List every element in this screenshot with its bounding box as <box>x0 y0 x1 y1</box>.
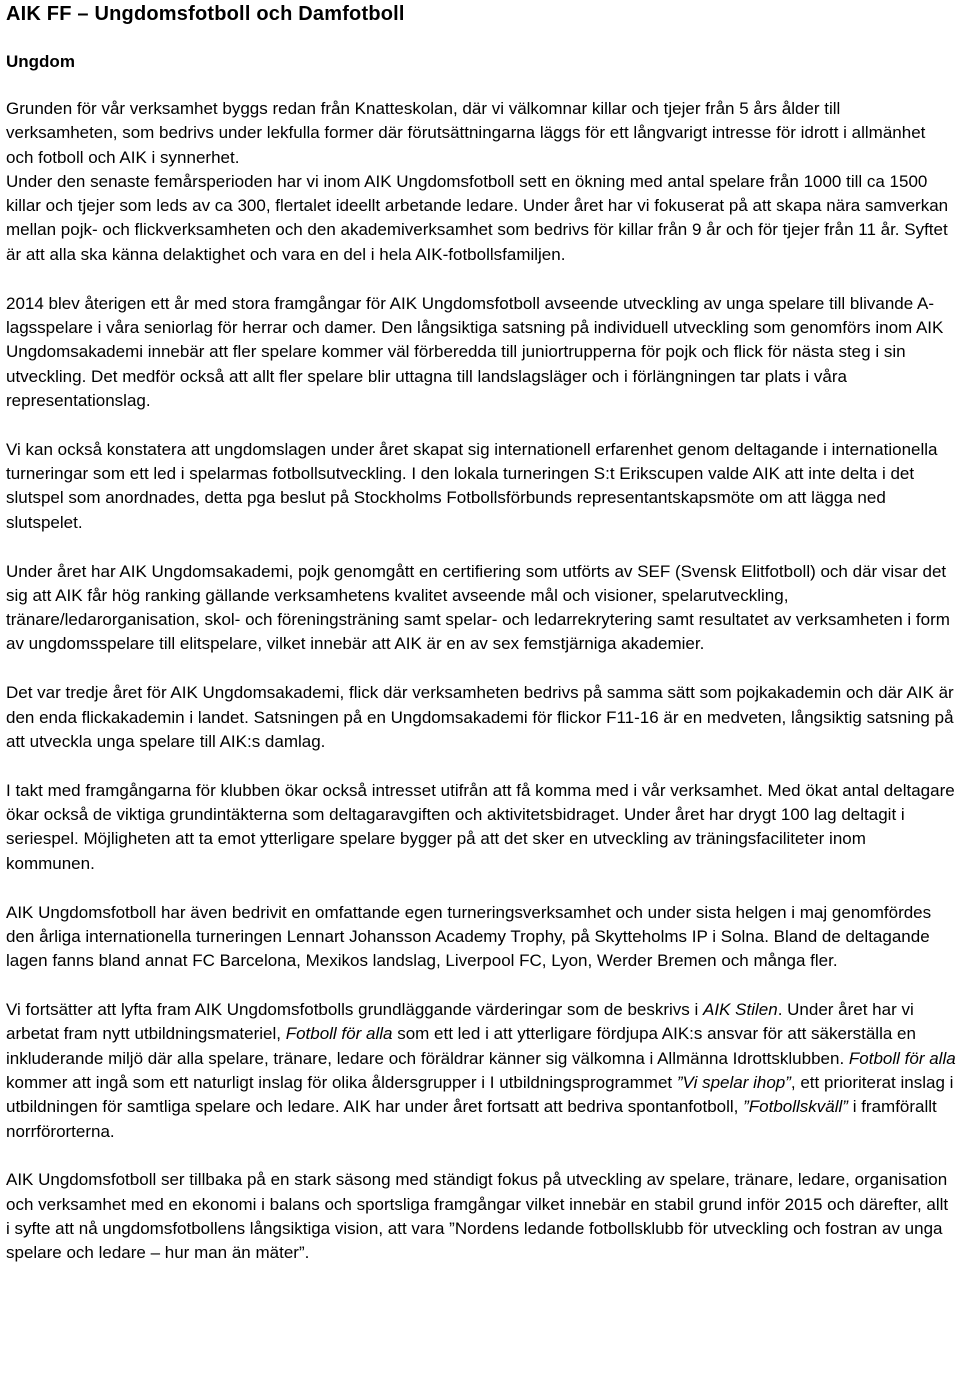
paragraph-3: Vi kan också konstatera att ungdomslagen under året skapat sig internationell erfarenhet genom deltagande i internationella turneringar som ett led i spelarmas fotbollsutveckling. I den lokala turneringen S:t Erikscupen valde AIK att inte delta i det slutspel som anordnades, detta pga beslut på Stockholms Fotbollsförbunds representantskapsmöte om att lägga ned slutspelet. <box>6 439 938 532</box>
section-heading: Ungdom <box>6 52 75 71</box>
paragraph-2: 2014 blev återigen ett år med stora framgångar för AIK Ungdomsfotboll avseende utveckling av unga spelare till blivande A-lagsspelare i våra seniorlag för herrar och damer. Den långsiktiga satsning på individuell utveckling som genomförs inom AIK Ungdomsakademi innebär att fler spelare kommer väl förberedda till juniortrupperna för pojk och flick för nästa steg i sin utveckling. Det medför också att allt fler spelare blir uttagna till landslagsläger och i förlängningen tar plats i våra representationslag. <box>6 293 944 410</box>
fotboll-for-alla-emphasis: Fotboll för alla <box>285 1024 393 1044</box>
paragraph-5: Det var tredje året för AIK Ungdomsakademi, flick där verksamheten bedrivs på samma sätt som pojkakademin och där AIK är den enda flickakademin i landet. Satsningen på en Ungdomsakademi för flickor F11-16 är en medveten, långsiktig satsning på att utveckla unga spelare till AIK:s damlag. <box>6 683 954 751</box>
paragraph-8-text-5: , ett prioriterat inslag i utbildningen för samtliga spelare och ledare. AIK har under året fortsatt att bedriva spontanfotboll, <box>6 1072 954 1117</box>
paragraph-8-text-6: i framförallt norrförorterna. <box>6 1097 937 1141</box>
document-title: AIK FF – Ungdomsfotboll och Damfotboll <box>6 3 405 25</box>
fotboll-for-alla-emphasis-2: Fotboll för alla <box>848 1048 956 1068</box>
paragraph-9: AIK Ungdomsfotboll ser tillbaka på en stark säsong med ständigt fokus på utveckling av spelare, tränare, ledare, organisation och verksamhet med en ekonomi i balans och sportsliga framgångar vilket innebär en stabil grund inför 2015 och därefter, allt i syfte att nå ungdomsfotbollens långsiktiga vision, att vara ”Nordens ledande fotbollsklubb för utveckling och fostran av unga spelare och ledare – hur man än mäter”. <box>6 1170 949 1263</box>
paragraph-4: Under året har AIK Ungdomsakademi, pojk genomgått en certifiering som utförts av SEF (Svensk Elitfotboll) och där visar det sig att AIK får hög ranking gällande verksamhetens kvalitet avseende mål och visioner, spelarutveckling, tränare/ledarorganisation, skol- och föreningsträning samt spelar- och ledarrekrytering samt resultatet av verksamheten i form av ungdomsspelare till elitspelare, vilket innebär att AIK är en av sex femstjärniga akademier. <box>6 561 950 654</box>
paragraph-6: I takt med framgångarna för klubben ökar också intresset utifrån att få komma med i vår verksamhet. Med ökat antal deltagare ökar också de viktiga grundintäkterna som deltagaravgiften och aktivitetsbidraget. Under året har drygt 100 lag deltagit i seriespel. Möjligheten att ta emot ytterligare spelare bygger på att det sker en utveckling av träningsfaciliteter inom kommunen. <box>6 780 955 873</box>
document-page <box>6 0 956 1266</box>
paragraph-8-text-4: kommer att ingå som ett naturligt inslag för olika åldersgrupper i I utbildningsprogrammet <box>6 1072 677 1092</box>
vi-spelar-ihop-emphasis: ”Vi spelar ihop” <box>676 1072 791 1092</box>
aik-stilen-emphasis: AIK Stilen <box>703 1000 778 1020</box>
paragraph-8 <box>6 998 956 1144</box>
paragraph-1-sentence-1: Grunden för vår verksamhet byggs redan från Knatteskolan, där vi välkomnar killar och tjejer från 5 års ålder till verksamheten, som bedrivs under lekfulla former där förutsättningarna läggs för ett långvarigt intresse för idrott i allmänhet och fotboll och AIK i synnerhet. <box>6 99 926 167</box>
paragraph-1 <box>6 97 956 267</box>
fotbollskvall-emphasis: ”Fotbollskväll” <box>743 1097 848 1117</box>
paragraph-8-text-1: Vi fortsätter att lyfta fram AIK Ungdomsfotbolls grundläggande värderingar som de beskrivs i <box>6 1000 704 1020</box>
paragraph-1-sentence-2: Under den senaste femårsperioden har vi inom AIK Ungdomsfotboll sett en ökning med antal spelare från 1000 till ca 1500 killar och tjejer som leds av ca 300, flertalet ideellt arbetande ledare. Under året har vi fokuserat på att skapa nära samverkan mellan pojk- och flickverksamheten och den akademiverksamhet som bedrivs för killar från 9 år och för tjejer från 11 år. Syftet är att alla ska känna delaktighet och vara en del i hela AIK-fotbollsfamiljen. <box>6 171 949 264</box>
paragraph-7: AIK Ungdomsfotboll har även bedrivit en omfattande egen turneringsverksamhet och under sista helgen i maj genomfördes den årliga internationella turneringen Lennart Johansson Academy Trophy, på Skytteholms IP i Solna. Bland de deltagande lagen fanns bland annat FC Barcelona, Mexikos landslag, Liverpool FC, Lyon, Werder Bremen och många fler. <box>6 902 932 971</box>
paragraph-8-text-3: som ett led i att ytterligare fördjupa AIK:s ansvar för att säkerställa en inkluderande miljö där alla spelare, tränare, ledare och föräldrar känner sig välkomna i Allmänna Idrottsklubben. <box>6 1024 916 1068</box>
paragraph-8-text-2: . Under året har vi arbetat fram nytt utbildningsmateriel, <box>6 1000 914 1044</box>
